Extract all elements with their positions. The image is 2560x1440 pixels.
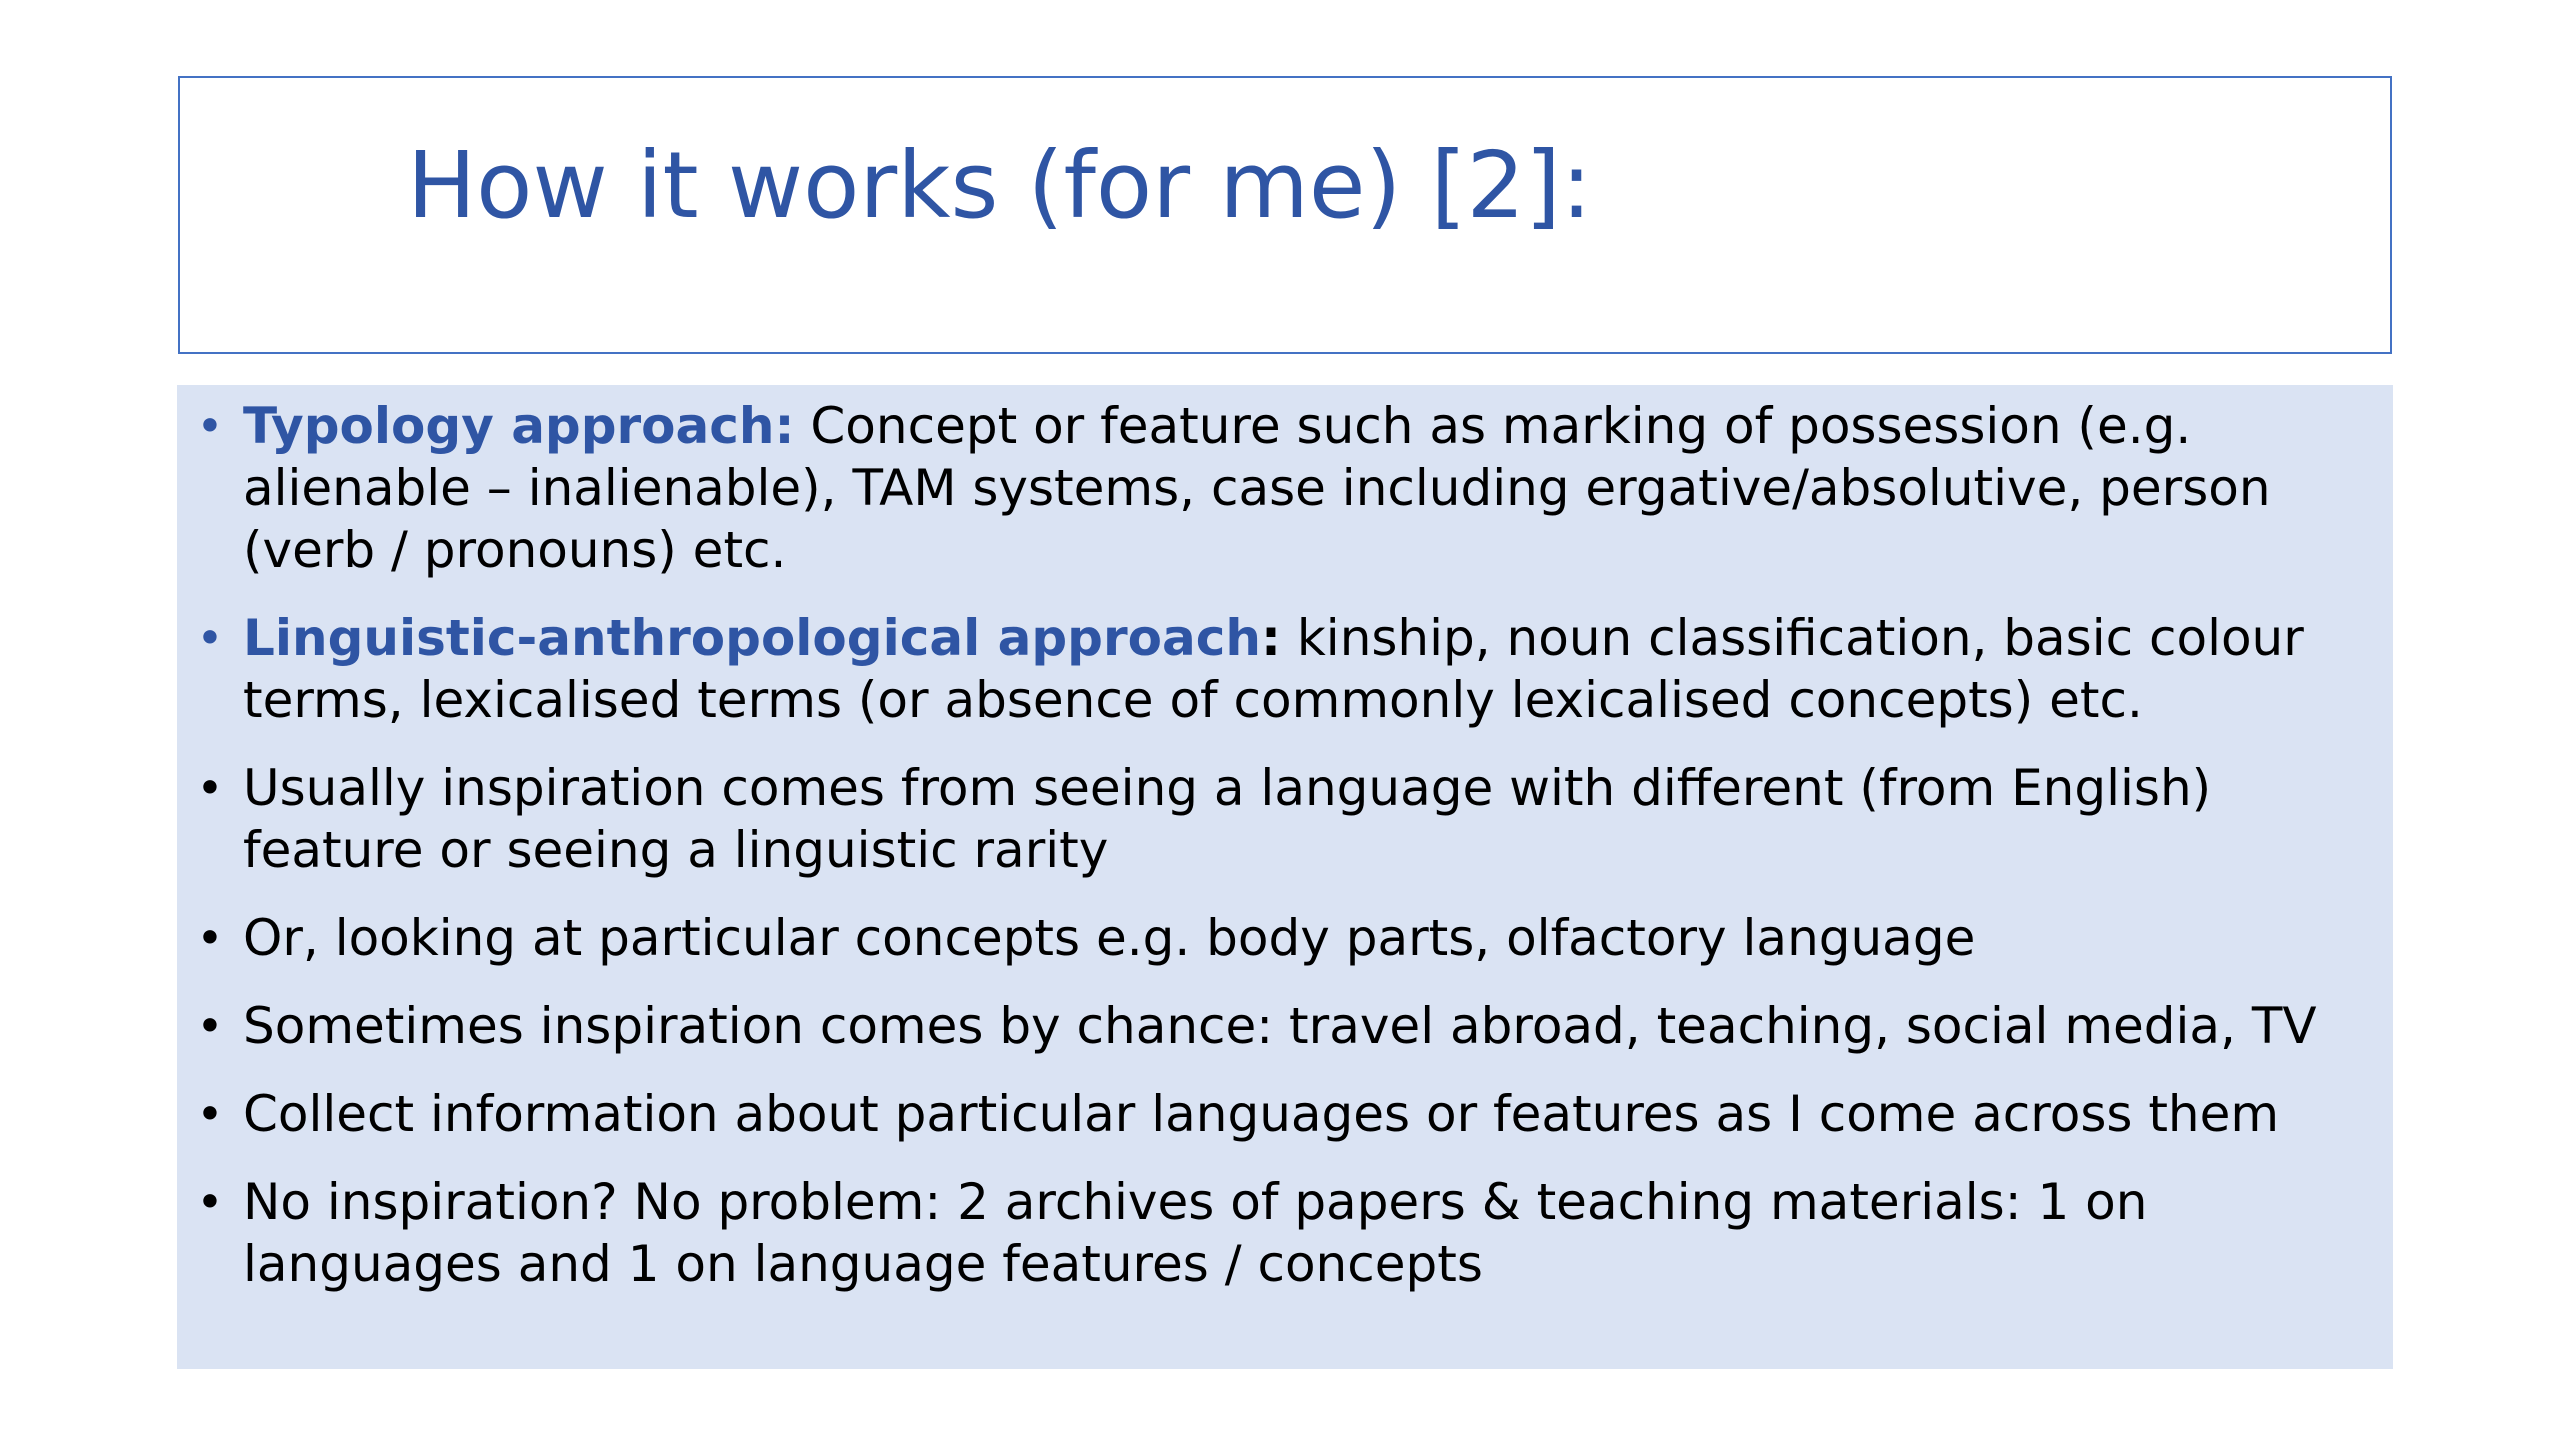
content-placeholder-box: [177, 385, 2393, 1369]
bullet-lead: Typology approach:: [243, 397, 795, 455]
bullet-text: Usually inspiration comes from seeing a language with different (from English) feature or seeing a linguistic rarity: [243, 759, 2212, 879]
bullet-list: [196, 395, 2383, 1321]
bullet-no-inspiration: [196, 1171, 2383, 1295]
bullet-text: No inspiration? No problem: 2 archives of papers & teaching materials: 1 on languages and 1 on language features / concepts: [243, 1173, 2148, 1293]
bullet-icon: •: [196, 999, 224, 1053]
bullet-text: Concept or feature such as marking of possession (e.g. alienable – inalienable), TAM systems, case including ergative/absolutive, person (verb / pronouns) etc.: [243, 397, 2271, 579]
bullet-icon: •: [196, 911, 224, 965]
bullet-icon: •: [196, 611, 224, 665]
bullet-inspiration-source: [196, 757, 2383, 881]
bullet-icon: •: [196, 761, 224, 815]
bullet-icon: •: [196, 1175, 224, 1229]
bullet-text: Or, looking at particular concepts e.g. body parts, olfactory language: [243, 909, 1976, 967]
bullet-typology-approach: [196, 395, 2383, 581]
bullet-collect-information: [196, 1083, 2383, 1145]
bullet-icon: •: [196, 399, 224, 453]
bullet-colon: :: [1260, 609, 1281, 667]
slide-title: How it works (for me) [2]:: [407, 132, 1592, 239]
bullet-text: Collect information about particular languages or features as I come across them: [243, 1085, 2280, 1143]
bullet-text: Sometimes inspiration comes by chance: travel abroad, teaching, social media, TV: [243, 997, 2317, 1055]
bullet-lead: Linguistic-anthropological approach: [243, 609, 1261, 667]
bullet-icon: •: [196, 1087, 224, 1141]
bullet-linguistic-anthropological-approach: [196, 607, 2383, 731]
bullet-particular-concepts: [196, 907, 2383, 969]
bullet-text: kinship, noun classification, basic colour terms, lexicalised terms (or absence of commonly lexicalised concepts) etc.: [243, 609, 2304, 729]
bullet-inspiration-by-chance: [196, 995, 2383, 1057]
